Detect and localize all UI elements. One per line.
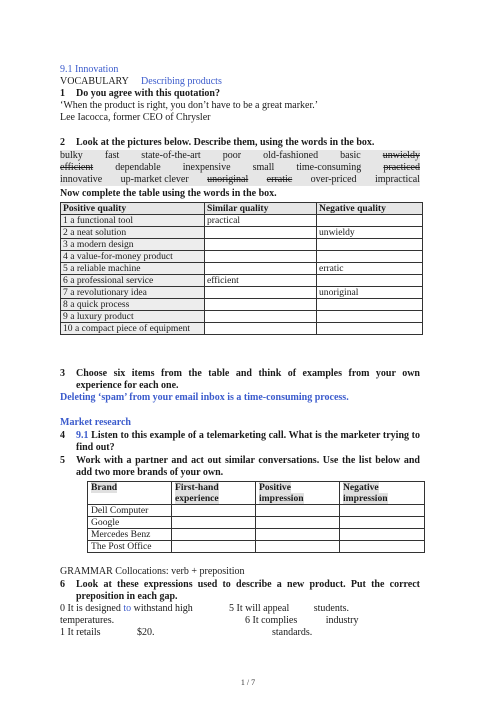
table-cell-answer[interactable] [317, 323, 423, 335]
market-research-heading: Market research [60, 417, 131, 428]
quotation-author: Lee Iacocca, former CEO of Chrysler [60, 112, 211, 123]
word-crossed: practiced [383, 162, 420, 173]
table-cell-answer[interactable] [172, 505, 256, 517]
gap-line-1 [60, 627, 155, 639]
table-row [61, 251, 423, 263]
gap-line-5 [229, 603, 349, 615]
column-header: Positive quality [61, 203, 205, 215]
word: fast [104, 150, 120, 161]
gap-text: industry [325, 615, 359, 626]
table-row [61, 227, 423, 239]
gap-text: students. [313, 603, 350, 614]
question-1-text: Do you agree with this quotation? [76, 88, 220, 99]
column-header: Negative quality [317, 203, 423, 215]
table-cell-answer[interactable] [205, 311, 317, 323]
column-header: Brand [88, 482, 172, 505]
table-cell-answer[interactable] [317, 215, 423, 227]
table-cell: 10 a compact piece of equipment [61, 323, 205, 335]
table-cell-answer[interactable]: unoriginal [317, 287, 423, 299]
brand-table [87, 481, 425, 553]
table-instructions: Now complete the table using the words in the box. [60, 188, 277, 199]
question-2 [60, 137, 374, 149]
table-cell: 3 a modern design [61, 239, 205, 251]
table-cell-answer[interactable]: unwieldy [317, 227, 423, 239]
table-row [88, 529, 425, 541]
column-header: Similar quality [205, 203, 317, 215]
table-row [61, 215, 423, 227]
table-cell-answer[interactable] [340, 517, 425, 529]
gap-line-6-cont: standards. [272, 627, 313, 638]
table-cell-answer[interactable] [205, 323, 317, 335]
word: impractical [374, 174, 420, 185]
table-row [88, 541, 425, 553]
quality-table-header [61, 203, 423, 215]
table-row [88, 505, 425, 517]
column-header: Positive impression [256, 482, 340, 505]
table-cell-answer[interactable] [205, 287, 317, 299]
vocabulary-label: VOCABULARY [60, 76, 129, 87]
gap-text: 0 It is designed [60, 603, 121, 614]
table-cell-answer[interactable] [340, 541, 425, 553]
table-cell: 4 a value-for-money product [61, 251, 205, 263]
table-cell-answer[interactable] [205, 251, 317, 263]
gap-line-6 [245, 615, 359, 627]
table-cell-answer[interactable] [172, 529, 256, 541]
gap-text: withstand high [133, 603, 193, 614]
question-6-text: Look at these expressions used to describe a new product. Put the correct preposition in each gap. [76, 579, 420, 602]
word-crossed: unwieldy [382, 150, 420, 161]
table-row [61, 299, 423, 311]
table-row [61, 275, 423, 287]
question-5-text: Work with a partner and act out similar conversations. Use the list below and add two more brands of your own. [76, 455, 420, 478]
table-cell: 5 a reliable machine [61, 263, 205, 275]
word: up-market clever [120, 174, 189, 185]
question-6 [60, 579, 420, 603]
word: old-fashioned [263, 150, 319, 161]
gap-answer: to [123, 603, 132, 614]
table-cell-answer[interactable] [205, 239, 317, 251]
column-header: Negative impression [340, 482, 425, 505]
table-cell: 9 a luxury product [61, 311, 205, 323]
question-4-text: Listen to this example of a telemarketing call. What is the marketer trying to find out? [76, 430, 420, 453]
table-cell-answer[interactable] [256, 529, 340, 541]
question-3-text: Choose six items from the table and think of examples from your own experience for each one. [76, 368, 420, 391]
brand-name: Mercedes Benz [88, 529, 172, 541]
word: poor [222, 150, 242, 161]
word: innovative [60, 174, 103, 185]
table-cell-answer[interactable] [317, 239, 423, 251]
question-3 [60, 368, 420, 392]
table-cell-answer[interactable] [317, 299, 423, 311]
question-1 [60, 88, 220, 100]
question-6-number: 6 [60, 579, 65, 590]
table-row [61, 287, 423, 299]
table-cell-answer[interactable] [317, 275, 423, 287]
audio-track-ref[interactable]: 9.1 [76, 430, 89, 441]
brand-name: The Post Office [88, 541, 172, 553]
table-cell-answer[interactable] [172, 517, 256, 529]
gap-line-0 [60, 603, 193, 615]
column-header: First-hand experience [172, 482, 256, 505]
question-3-number: 3 [60, 368, 65, 379]
example-sentence: Deleting ‘spam’ from your email inbox is a time-consuming process. [60, 392, 349, 403]
word: bulky [60, 150, 83, 161]
gap-text: 1 It retails [60, 627, 101, 638]
quotation: ‘When the product is right, you don’t have to be a great marker.’ [60, 100, 319, 111]
word-box-row-1 [60, 150, 420, 162]
brand-name: Dell Computer [88, 505, 172, 517]
table-cell-answer[interactable] [205, 299, 317, 311]
table-cell: 8 a quick process [61, 299, 205, 311]
table-cell-answer[interactable] [205, 263, 317, 275]
table-cell-answer[interactable] [256, 505, 340, 517]
gap-text: 5 It will appeal [229, 603, 290, 614]
table-cell: 6 a professional service [61, 275, 205, 287]
table-cell-answer[interactable]: erratic [317, 263, 423, 275]
word: state-of-the-art [141, 150, 201, 161]
table-cell: 2 a neat solution [61, 227, 205, 239]
gap-text: $20. [137, 627, 155, 638]
question-2-number: 2 [60, 137, 65, 148]
word: dependable [115, 162, 161, 173]
brand-table-header [88, 482, 425, 505]
table-cell: 1 a functional tool [61, 215, 205, 227]
question-5 [60, 455, 420, 479]
vocabulary-topic: Describing products [141, 76, 222, 87]
table-cell-answer[interactable] [317, 251, 423, 263]
table-cell-answer[interactable] [256, 517, 340, 529]
word-crossed: efficient [60, 162, 94, 173]
word-box-row-2 [60, 162, 420, 174]
table-row [61, 311, 423, 323]
word: over-priced [310, 174, 357, 185]
table-cell: 7 a revolutionary idea [61, 287, 205, 299]
question-4 [60, 430, 420, 454]
table-cell-answer[interactable] [340, 529, 425, 541]
quality-table [60, 202, 423, 335]
table-cell-answer[interactable]: efficient [205, 275, 317, 287]
table-row [88, 517, 425, 529]
word: time-consuming [296, 162, 362, 173]
word: basic [340, 150, 361, 161]
question-2-text: Look at the pictures below. Describe them, using the words in the box. [76, 137, 375, 148]
word-crossed: unoriginal [207, 174, 249, 185]
word-box-row-3 [60, 174, 420, 186]
table-row [61, 263, 423, 275]
vocabulary-heading [60, 76, 222, 88]
table-cell-answer[interactable] [172, 541, 256, 553]
table-row [61, 323, 423, 335]
question-4-number: 4 [60, 430, 65, 441]
word-box [60, 150, 420, 186]
brand-name: Google [88, 517, 172, 529]
table-cell-answer[interactable] [340, 505, 425, 517]
table-cell-answer[interactable] [256, 541, 340, 553]
table-cell-answer[interactable] [317, 311, 423, 323]
section-title: 9.1 Innovation [60, 64, 119, 75]
question-5-number: 5 [60, 455, 65, 466]
grammar-heading: GRAMMAR Collocations: verb + preposition [60, 566, 245, 577]
word: small [252, 162, 275, 173]
word: inexpensive [182, 162, 231, 173]
question-1-number: 1 [60, 88, 65, 99]
table-cell-answer[interactable]: practical [205, 215, 317, 227]
table-row [61, 239, 423, 251]
table-cell-answer[interactable] [205, 227, 317, 239]
gap-line-0-cont: temperatures. [60, 615, 115, 626]
word-crossed: erratic [266, 174, 293, 185]
page-number: 1 / 7 [240, 678, 256, 687]
gap-text: 6 It complies [245, 615, 298, 626]
